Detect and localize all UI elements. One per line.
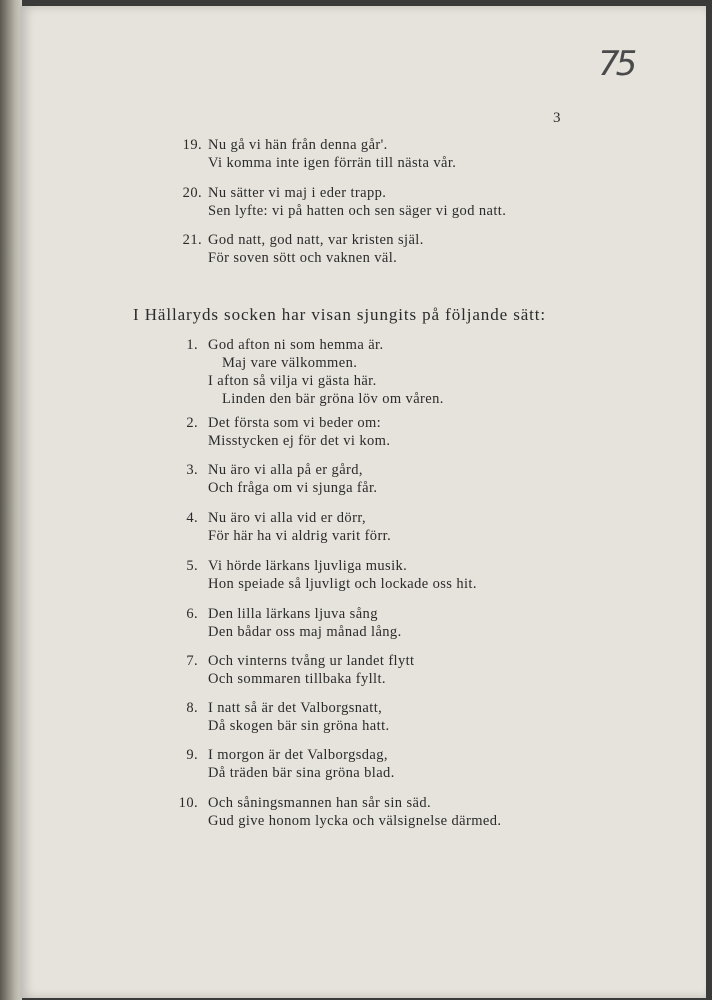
stanza-number: 5. — [186, 558, 198, 574]
stanza — [178, 794, 502, 830]
stanza-number: 20. — [182, 185, 202, 201]
page-number: 3 — [553, 110, 561, 126]
stanza-number: 1. — [186, 337, 198, 353]
verse-line: Nu äro vi alla på er gård, — [208, 462, 363, 478]
verse-line: God natt, god natt, var kristen själ. — [208, 232, 424, 248]
stanza — [182, 184, 507, 220]
verse-line: I afton så vilja vi gästa här. — [208, 373, 377, 389]
verse-line: Misstycken ej för det vi kom. — [208, 433, 391, 449]
verse-line: Nu sätter vi maj i eder trapp. — [208, 185, 387, 201]
verse-line: God afton ni som hemma är. — [208, 337, 384, 353]
stanza — [182, 136, 457, 172]
handwritten-annotation: 75 — [598, 44, 634, 84]
verse-line: Sen lyfte: vi på hatten och sen säger vi god natt. — [208, 203, 507, 219]
stanza-number: 6. — [186, 606, 198, 622]
verse-line: Hon speiade så ljuvligt och lockade oss hit. — [208, 576, 477, 592]
verse-line: Nu gå vi hän från denna går'. — [208, 137, 388, 153]
stanza-number: 8. — [186, 700, 198, 716]
stanza — [182, 231, 424, 267]
section-heading: I Hällaryds socken har visan sjungits på följande sätt: — [133, 305, 547, 324]
verse-line: I morgon är det Valborgsdag, — [208, 747, 388, 763]
verse-line: För soven sött och vaknen väl. — [208, 250, 398, 266]
stanza — [186, 461, 378, 497]
stanza — [186, 414, 391, 450]
verse-line: Och fråga om vi sjunga får. — [208, 480, 378, 496]
verse-line: Det första som vi beder om: — [208, 415, 382, 431]
book-binding — [0, 0, 22, 1000]
stanza-number: 3. — [186, 462, 198, 478]
document-page — [20, 6, 706, 998]
verse-line: Då träden bär sina gröna blad. — [208, 765, 395, 781]
stanza — [186, 509, 392, 545]
verse-line: Nu äro vi alla vid er dörr, — [208, 510, 366, 526]
verse-line: För här ha vi aldrig varit förr. — [208, 528, 392, 544]
stanza — [186, 605, 402, 641]
stanza — [186, 336, 444, 408]
verse-line: Gud give honom lycka och välsignelse därmed. — [208, 813, 502, 829]
stanza — [186, 746, 395, 782]
verse-line: Och vinterns tvång ur landet flytt — [208, 653, 415, 669]
verse-line: Och sommaren tillbaka fyllt. — [208, 671, 386, 687]
verse-line: Då skogen bär sin gröna hatt. — [208, 718, 390, 734]
verse-line: I natt så är det Valborgsnatt, — [208, 700, 383, 716]
stanza-number: 19. — [182, 137, 202, 153]
stanza-number: 21. — [182, 232, 202, 248]
verse-line: Den lilla lärkans ljuva sång — [208, 606, 378, 622]
stanza-number: 4. — [186, 510, 198, 526]
stanza-number: 9. — [186, 747, 198, 763]
stanza — [186, 557, 477, 593]
verse-line: Och såningsmannen han sår sin säd. — [208, 795, 432, 811]
stanza — [186, 699, 390, 735]
stanza — [186, 652, 415, 688]
verse-line: Linden den bär gröna löv om våren. — [222, 391, 444, 407]
stanza-number: 2. — [186, 415, 198, 431]
verse-line: Vi hörde lärkans ljuvliga musik. — [208, 558, 408, 574]
verse-line: Den bådar oss maj månad lång. — [208, 624, 402, 640]
verse-line: Vi komma inte igen förrän till nästa vår. — [208, 155, 457, 171]
stanza-number: 10. — [178, 795, 198, 811]
stanza-number: 7. — [186, 653, 198, 669]
verse-line: Maj vare välkommen. — [222, 355, 358, 371]
